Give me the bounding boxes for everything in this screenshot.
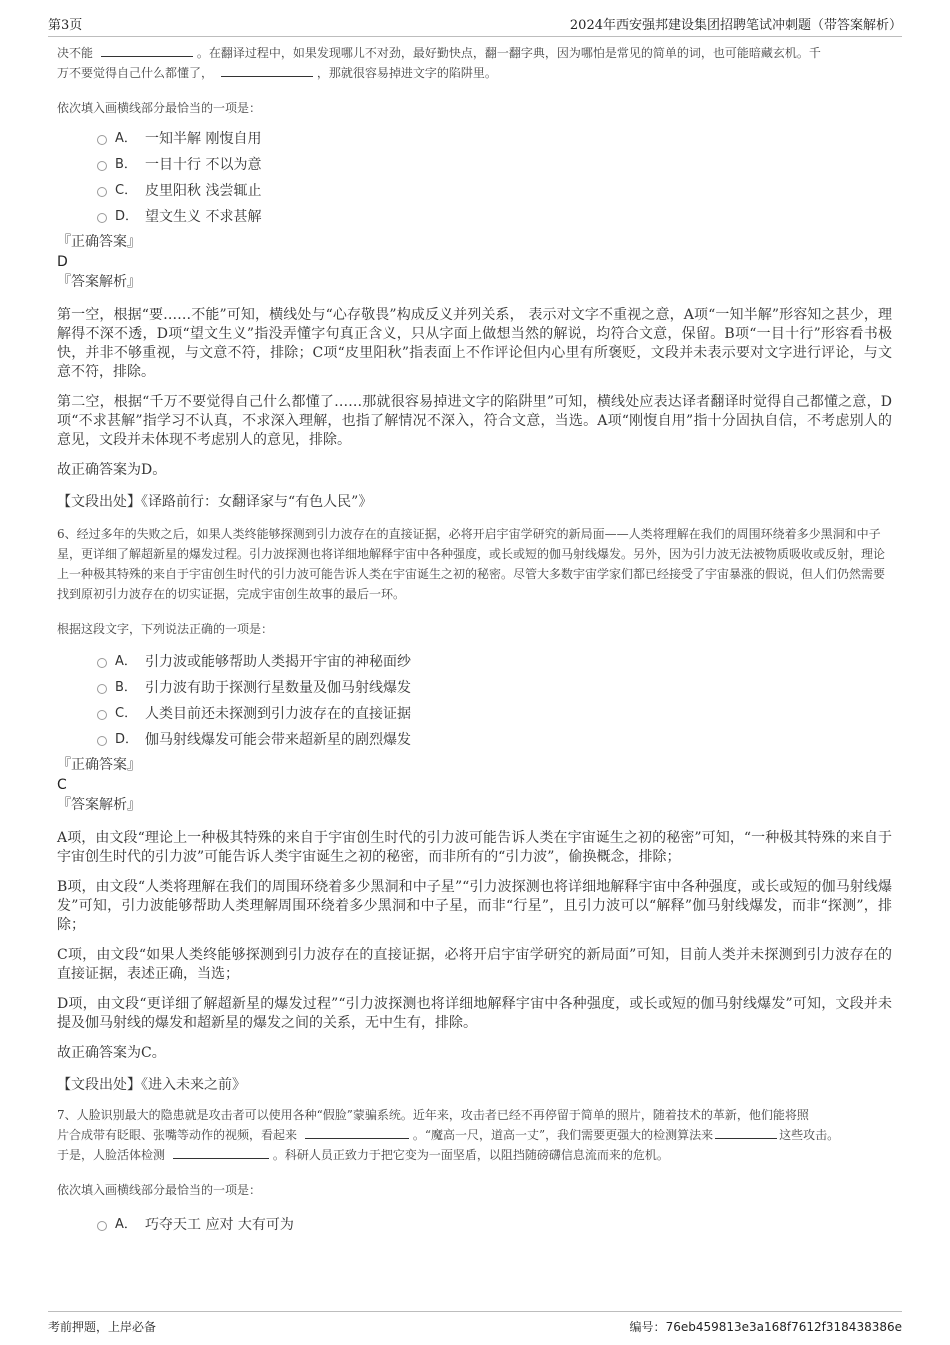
option-letter: B． — [115, 680, 137, 695]
fill-blank — [221, 63, 313, 77]
q5-answer-label: 『正确答案』 — [57, 234, 141, 250]
q6-answer-label: 『正确答案』 — [57, 757, 141, 773]
radio-icon[interactable] — [97, 213, 107, 223]
radio-icon[interactable] — [97, 658, 107, 668]
q7-text: 片合成带有眨眼、张嘴等动作的视频，看起来 — [57, 1128, 298, 1142]
q6-option-d[interactable] — [57, 727, 892, 753]
q5-analysis-1: 第一空，根据“要……不能”可知，横线处与“心存敬畏”构成反义并列关系， 表示对文字不重视之意，A项“一知半解”形容知之甚少，理解得不深不透，D项“望文生义”指没弄懂字句真正含义，只从字面上做想当然的解说，均符合文意，保留。B项“一目十行”形容看书极快，并非不够重视，与文意不符，排除；C项“皮里阳秋”指表面上不作评论但内心里有所褒贬，文段并未表示要对文字进行评论，与文意不符，排除。 — [57, 307, 892, 380]
q7-text: 7、人脸识别最大的隐患就是攻击者可以使用各种“假脸”蒙骗系统。近年来，攻击者已经不再停留于简单的照片，随着技术的革新，他们能将照 — [57, 1108, 809, 1122]
q5-option-c[interactable] — [57, 178, 892, 204]
q7-options — [57, 1212, 892, 1238]
q6-prompt: 根据这段文字，下列说法正确的一项是： — [57, 622, 274, 636]
q6-analysis-b: B项，由文段“人类将理解在我们的周围环绕着多少黑洞和中子星”“引力波探测也将详细地解释宇宙中各种强度，或长或短的伽马射线爆发”可知，引力波能够帮助人类理解周围环绕着多少黑洞和中子星，而非“行星”，且引力波可以“解释”伽马射线爆发，而非“探测”，排除； — [57, 879, 892, 933]
radio-icon[interactable] — [97, 710, 107, 720]
option-text: 人类目前还未探测到引力波存在的直接证据 — [145, 706, 411, 722]
option-letter: A． — [115, 1217, 137, 1232]
q6-answer: C — [57, 777, 67, 793]
q5-text: 万不要觉得自己什么都懂了， — [57, 66, 214, 80]
fill-blank — [305, 1125, 409, 1139]
radio-icon[interactable] — [97, 135, 107, 145]
q7-text: 于是，人脸活体检测 — [57, 1148, 166, 1162]
q6-analysis-a: A项，由文段“理论上一种极其特殊的来自于宇宙创生时代的引力波可能告诉人类在宇宙诞生之初的秘密”可知，“一种极其特殊的来自于宇宙创生时代的引力波”可能告诉人类宇宙诞生之初的秘密，而非所有的“引力波”，偷换概念，排除； — [57, 830, 892, 865]
option-text: 伽马射线爆发可能会带来超新星的剧烈爆发 — [145, 732, 411, 748]
q5-option-b[interactable] — [57, 152, 892, 178]
q6-analysis-d: D项，由文段“更详细了解超新星的爆发过程”“引力波探测也将详细地解释宇宙中各种强度，或长或短的伽马射线爆发”可知，文段并未提及伽马射线的爆发和超新星的爆发之间的关系，无中生有，排除。 — [57, 996, 892, 1031]
code-label: 编号： — [629, 1320, 666, 1334]
q6-option-a[interactable] — [57, 649, 892, 675]
option-text: 皮里阳秋 浅尝辄止 — [145, 183, 262, 199]
fill-blank — [101, 43, 193, 57]
radio-icon[interactable] — [97, 684, 107, 694]
q5-prompt: 依次填入画横线部分最恰当的一项是： — [57, 101, 262, 115]
option-letter: A． — [115, 131, 137, 146]
page-header — [48, 10, 902, 37]
option-letter: A． — [115, 654, 137, 669]
option-text: 巧夺天工 应对 大有可为 — [145, 1217, 294, 1233]
q6-conclusion: 故正确答案为C。 — [57, 1045, 166, 1061]
option-letter: D． — [115, 732, 139, 747]
page-footer — [48, 1311, 902, 1340]
q5-answer: D — [57, 254, 68, 270]
fill-blank — [173, 1145, 269, 1159]
option-letter: D． — [115, 209, 139, 224]
document-code — [630, 1318, 902, 1335]
q5-analysis-2: 第二空，根据“千万不要觉得自己什么都懂了……那就很容易掉进文字的陷阱里”可知，横线处应表达译者翻译时觉得自己都懂之意，D项“不求甚解”指学习不认真，不求深入理解，也指了解情况不深入，符合文意，当选。A项“刚愎自用”指十分固执自信，不考虑别人的意见，文段并未体现不考虑别人的意见，排除。 — [57, 394, 892, 448]
q6-stem: 6、经过多年的失败之后，如果人类终能够探测到引力波存在的直接证据，必将开启宇宙学研究的新局面——人类将理解在我们的周围环绕着多少黑洞和中子星，更详细了解超新星的爆发过程。引力波探测也将详细地解释宇宙中各种强度，或长或短的伽马射线爆发。另外，因为引力波无法被物质吸收或反射，理论上一种极其特殊的来自于宇宙创生时代的引力波可能告诉人类在宇宙诞生之初的秘密。尽管大多数宇宙学家们都已经接受了宇宙暴涨的假说，但人们仍然需要找到原初引力波存在的切实证据，完成宇宙创生故事的最后一环。 — [57, 527, 886, 601]
q5-option-a[interactable] — [57, 126, 892, 152]
q5-source: 【文段出处】《译路前行：女翻译家与“有色人民”》 — [57, 494, 373, 510]
option-text: 一知半解 刚愎自用 — [145, 131, 262, 147]
option-letter: C． — [115, 706, 138, 721]
q5-text: ，那就很容易掉进文字的陷阱里。 — [316, 66, 497, 80]
q5-text: 。在翻译过程中，如果发现哪儿不对劲，最好勤快点，翻一翻字典，因为哪怕是常见的简单的词，也可能暗藏玄机。千 — [196, 46, 821, 60]
q5-options — [57, 126, 892, 230]
q6-analysis-label: 『答案解析』 — [57, 797, 141, 813]
fill-blank — [715, 1125, 777, 1139]
q7-stem — [57, 1105, 892, 1165]
q7-text: 。科研人员正致力于把它变为一面坚盾，以阻挡随磅礴信息流而来的危机。 — [272, 1148, 669, 1162]
code-value: 76eb459813e3a168f7612f318438386e — [665, 1320, 902, 1334]
radio-icon[interactable] — [97, 187, 107, 197]
page-number: 第3页 — [48, 18, 83, 33]
radio-icon[interactable] — [97, 161, 107, 171]
footer-slogan: 考前押题，上岸必备 — [48, 1320, 157, 1334]
q7-prompt: 依次填入画横线部分最恰当的一项是： — [57, 1183, 262, 1197]
q6-option-b[interactable] — [57, 675, 892, 701]
option-letter: B． — [115, 157, 137, 172]
option-text: 引力波或能够帮助人类揭开宇宙的神秘面纱 — [145, 654, 411, 670]
q6-option-c[interactable] — [57, 701, 892, 727]
q6-options — [57, 649, 892, 753]
q7-option-a[interactable] — [57, 1212, 892, 1238]
q5-conclusion: 故正确答案为D。 — [57, 462, 167, 478]
radio-icon[interactable] — [97, 736, 107, 746]
q5-option-d[interactable] — [57, 204, 892, 230]
option-letter: C． — [115, 183, 138, 198]
document-title: 2024年西安强邦建设集团招聘笔试冲刺题（带答案解析） — [569, 18, 902, 33]
page-content — [57, 43, 892, 1238]
q5-stem-tail — [57, 43, 892, 83]
q7-text: 这些攻击。 — [779, 1128, 840, 1142]
q5-text: 决不能 — [57, 46, 94, 60]
q6-analysis-c: C项，由文段“如果人类终能够探测到引力波存在的直接证据，必将开启宇宙学研究的新局面”可知，目前人类并未探测到引力波存在的直接证据，表述正确，当选； — [57, 947, 892, 982]
q7-text: 。“魔高一尺，道高一丈”，我们需要更强大的检测算法来 — [412, 1128, 714, 1142]
q6-source: 【文段出处】《进入未来之前》 — [57, 1077, 246, 1093]
q5-analysis-label: 『答案解析』 — [57, 274, 141, 290]
radio-icon[interactable] — [97, 1221, 107, 1231]
option-text: 望文生义 不求甚解 — [145, 209, 262, 225]
option-text: 引力波有助于探测行星数量及伽马射线爆发 — [145, 680, 411, 696]
option-text: 一目十行 不以为意 — [145, 157, 262, 173]
